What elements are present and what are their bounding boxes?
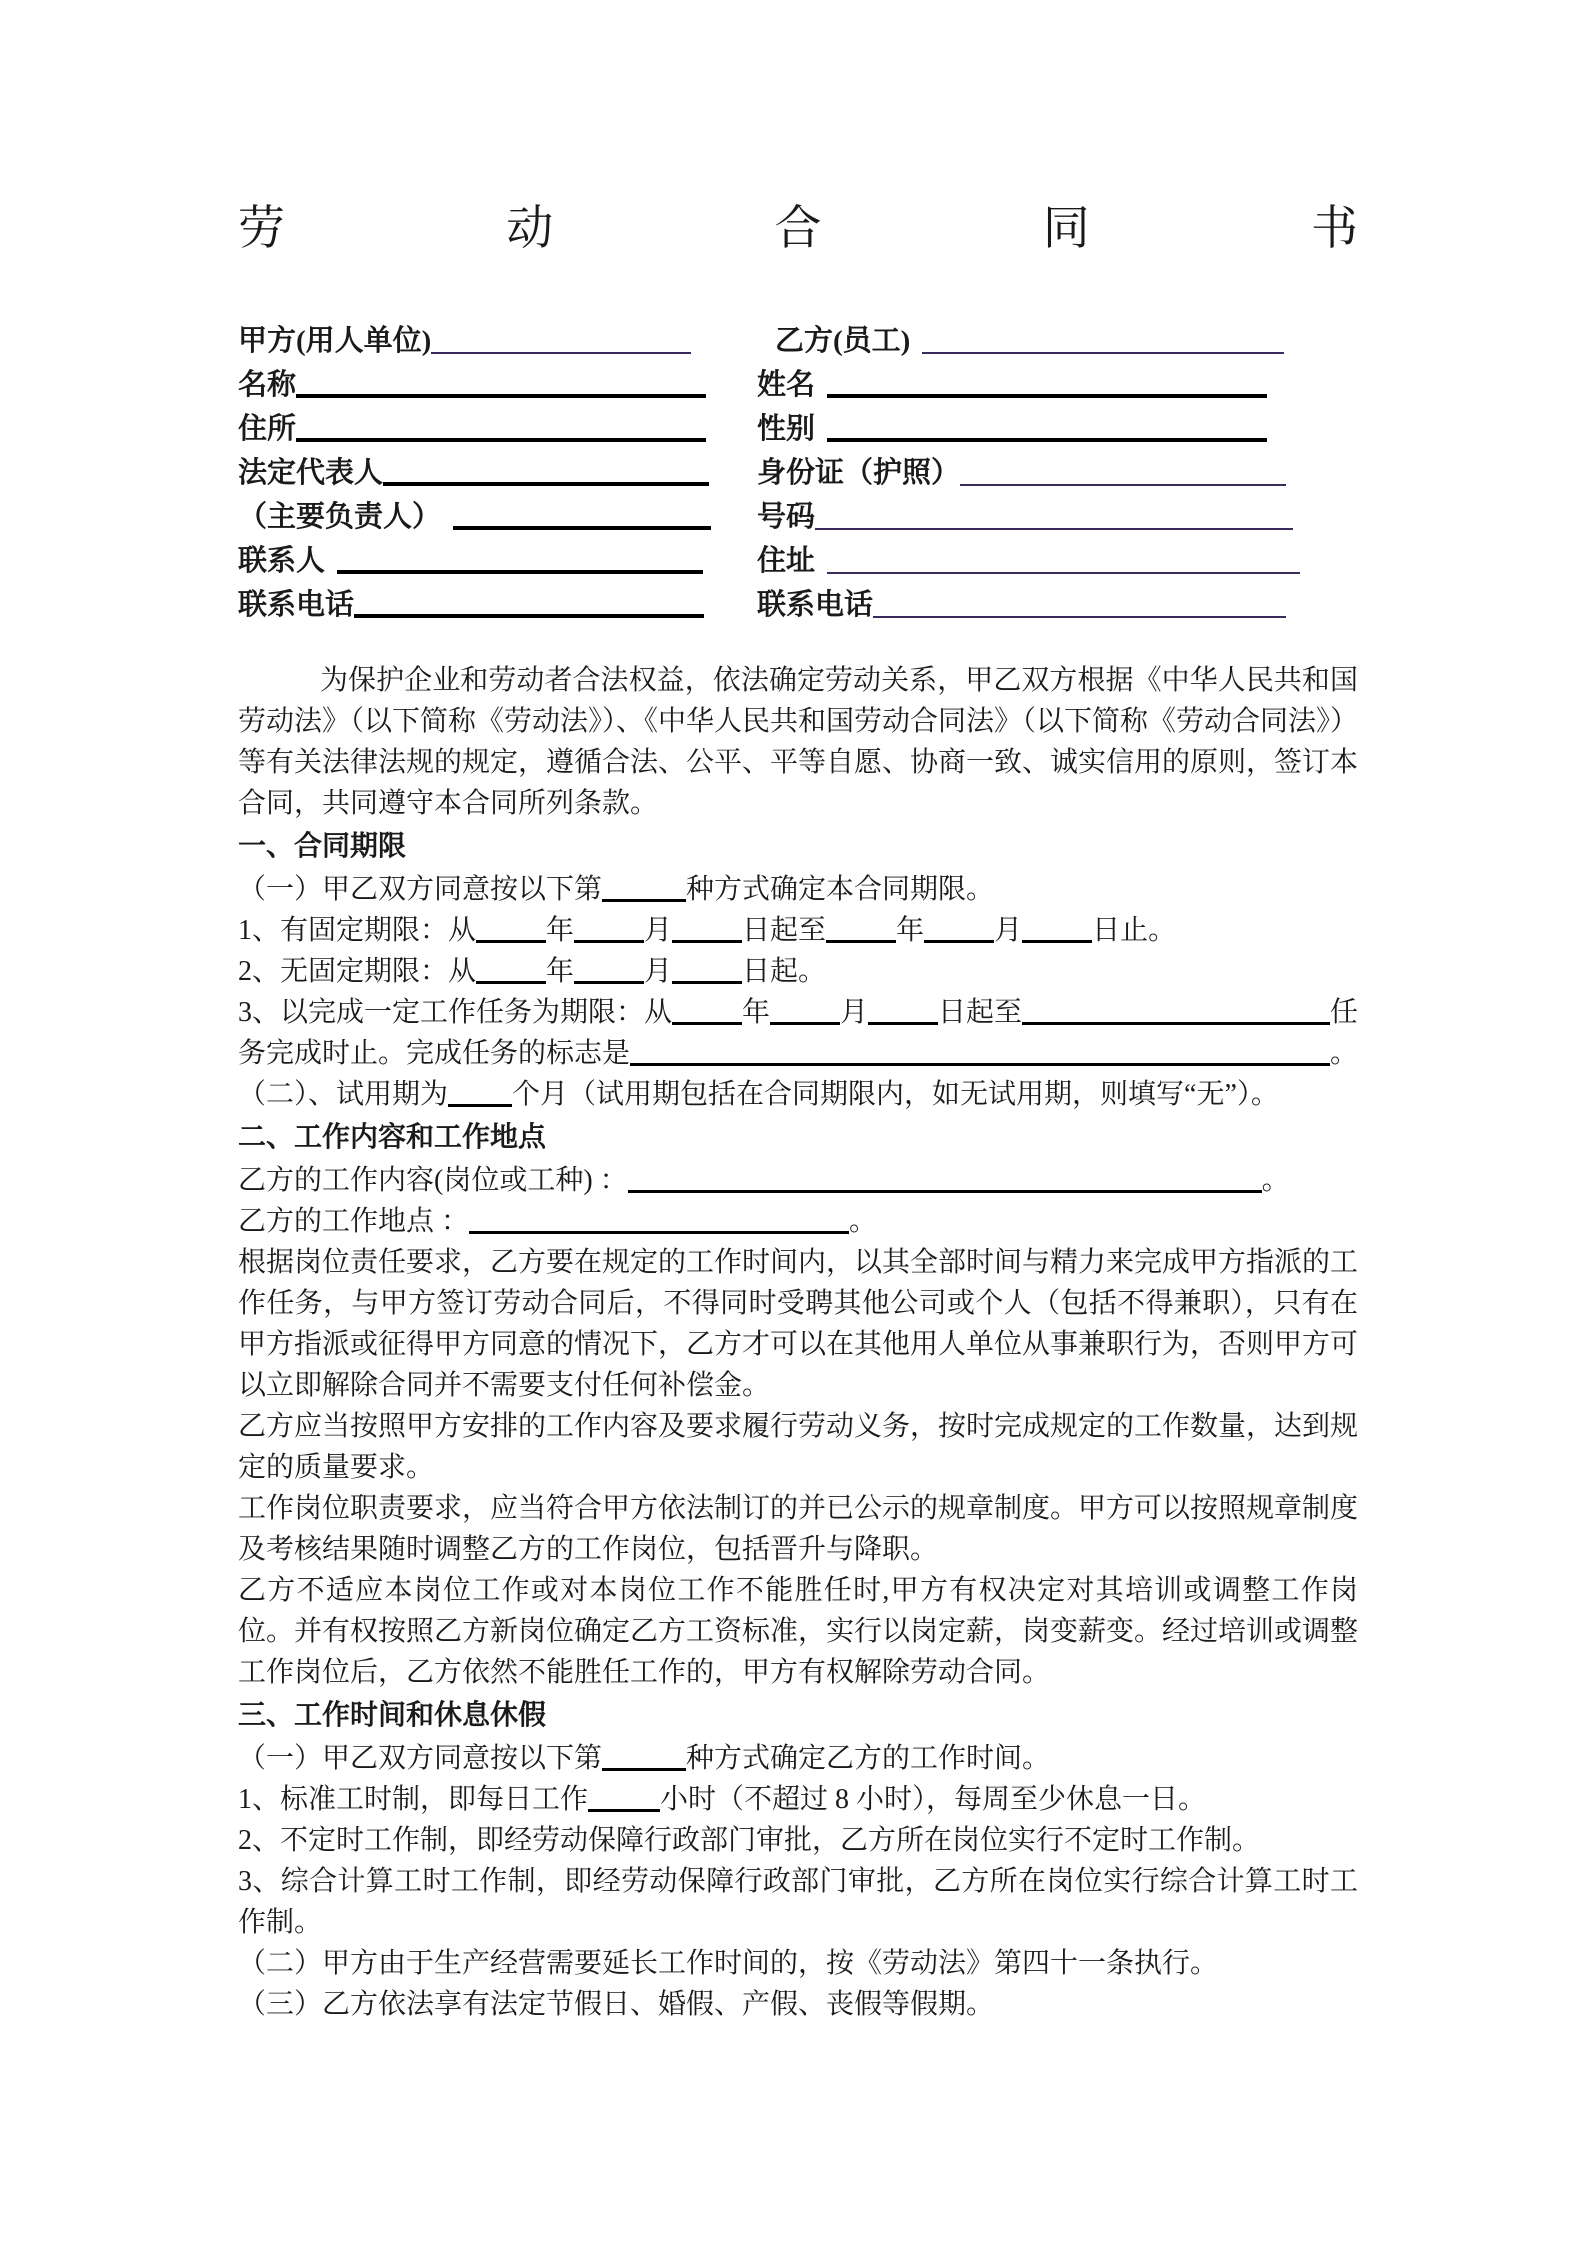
text-line [238,1820,1358,1861]
title-char: 劳 [238,203,285,255]
text-run: 乙方的工作内容(岗位或工种) ： [238,1165,628,1196]
field-label: 联系电话 [757,589,874,621]
fill-in-blank [602,1768,686,1771]
fill-in-blank [815,528,1293,530]
fill-in-blank [383,482,709,486]
form-row [757,494,1358,538]
text-run: 3、以完成一定工作任务为期限：从 [238,997,673,1028]
paragraph: 乙方不适应本岗位工作或对本岗位工作不能胜任时,甲方有权决定对其培训或调整工作岗位。并有权按照乙方新岗位确定乙方工资标准，实行以岗定薪，岗变薪变。经过培训或调整工作岗位后，乙方依然不能胜任工作的，甲方有权解除劳动合同。 [238,1575,1359,1688]
form-row [757,538,1358,582]
field-label: 乙方(员工) [775,325,911,357]
form-row [757,362,1358,406]
fill-in-blank [770,1022,840,1025]
form-row [238,450,757,494]
field-label: 联系电话 [238,589,355,621]
text-run: 年 [896,915,925,946]
fill-in-blank [827,572,1300,574]
section-heading: 三、工作时间和休息休假 [238,1700,547,1731]
text-run: （三）乙方依法享有法定节假日、婚假、产假、丧假等假期。 [238,1989,995,2020]
text-line [238,1033,1358,1074]
fill-in-blank [827,394,1267,398]
text-line [238,1074,1358,1115]
text-run: 年 [742,997,771,1028]
fill-in-blank [924,940,994,943]
text-run: 月 [994,915,1023,946]
text-run: 月 [644,956,673,987]
text-line [238,992,1358,1033]
fill-in-blank [602,899,686,902]
text-run: 年 [546,956,575,987]
fill-in-blank [628,1190,1262,1193]
form-row [238,582,757,626]
paragraph: 乙方应当按照甲方安排的工作内容及要求履行劳动义务，按时完成规定的工作数量，达到规定的质量要求。 [238,1411,1359,1483]
text-run: 2、不定时工作制，即经劳动保障行政部门审批，乙方所在岗位实行不定时工作制。 [238,1825,1261,1856]
fill-in-blank [476,940,546,943]
field-label: （主要负责人） [238,501,442,533]
field-label: 号码 [757,501,816,533]
text-run: 年 [546,915,575,946]
text-run: 种方式确定乙方的工作时间。 [686,1743,1051,1774]
text-line [238,1738,1358,1779]
form-row [238,362,757,406]
fill-in-blank [672,981,742,984]
text-run: 小时（不超过 8 小时），每周至少休息一日。 [660,1784,1207,1815]
form-row [757,406,1358,450]
paragraph: 工作岗位职责要求，应当符合甲方依法制订的并已公示的规章制度。甲方可以按照规章制度及考核结果随时调整乙方的工作岗位，包括晋升与降职。 [238,1493,1359,1565]
field-label: 姓名 [757,369,816,401]
text-run: 1、有固定期限：从 [238,915,477,946]
text-run: （二）甲方由于生产经营需要延长工作时间的，按《劳动法》第四十一条执行。 [238,1948,1219,1979]
paragraph: 为保护企业和劳动者合法权益，依法确定劳动关系，甲乙双方根据《中华人民共和国劳动法》（以下简称《劳动法》）、《中华人民共和国劳动合同法》（以下简称《劳动合同法》）等有关法律法规的规定，遵循合法、公平、平等自愿、协商一致、诚实信用的原则，签订本合同，共同遵守本合同所列条款。 [238,665,1359,819]
fill-in-blank [431,352,691,354]
paragraph: 3、综合计算工时工作制，即经劳动保障行政部门审批，乙方所在岗位实行综合计算工时工作制。 [238,1866,1358,1938]
text-run: 个月（试用期包括在合同期限内，如无试用期，则填写“无”）。 [512,1079,1279,1110]
fill-in-blank [453,526,711,530]
paragraph: 根据岗位责任要求，乙方要在规定的工作时间内，以其全部时间与精力来完成甲方指派的工作任务，与甲方签订劳动合同后，不得同时受聘其他公司或个人（包括不得兼职），只有在甲方指派或征得甲方同意的情况下，乙方才可以在其他用人单位从事兼职行为，否则甲方可以立即解除合同并不需要支付任何补偿金。 [238,1247,1359,1401]
fill-in-blank [630,1063,1330,1066]
fill-in-blank [827,438,1267,442]
fill-in-blank [826,940,896,943]
text-run: （一）甲乙双方同意按以下第 [238,1743,603,1774]
document-body [238,660,1358,2025]
fill-in-blank [672,1022,742,1025]
text-run: 日起。 [742,956,827,987]
fill-in-blank [960,484,1286,486]
form-row [238,538,757,582]
fill-in-blank [922,352,1284,354]
fill-in-blank [574,940,644,943]
text-run: （一）甲乙双方同意按以下第 [238,874,603,905]
text-line [238,1943,1358,1984]
field-label: 名称 [238,369,297,401]
text-run: 日止。 [1092,915,1177,946]
fill-in-blank [476,981,546,984]
fill-in-blank [868,1022,938,1025]
field-label: 甲方(用人单位) [238,325,432,357]
field-label: 身份证（护照） [757,457,961,489]
title-char: 同 [1042,203,1090,255]
form-row [757,582,1358,626]
form-row [757,450,1358,494]
fill-in-blank [574,981,644,984]
fill-in-blank [296,394,706,398]
form-row [238,318,757,362]
fill-in-blank [1022,1022,1330,1025]
form-row [238,494,757,538]
parties-info-form [238,318,1358,626]
text-line [238,1201,1358,1242]
field-label: 住所 [238,413,297,445]
fill-in-blank [296,438,706,442]
fill-in-blank [1022,940,1092,943]
title-char: 动 [506,203,554,255]
text-run: 务完成时止。完成任务的标志是 [238,1038,631,1069]
text-run: 2、无固定期限：从 [238,956,477,987]
document-title [238,202,1358,256]
text-run: 。 [1329,1038,1358,1069]
party-b-column [757,318,1358,626]
text-line [238,1779,1358,1820]
text-run: 月 [644,915,673,946]
title-char: 书 [1311,203,1358,255]
fill-in-blank [354,614,704,618]
fill-in-blank [588,1809,660,1812]
text-line [238,869,1358,910]
text-run: 1、标准工时制，即每日工作 [238,1784,589,1815]
section-heading: 二、工作内容和工作地点 [238,1122,547,1153]
text-run: 种方式确定本合同期限。 [686,874,995,905]
text-run: 日起至 [938,997,1023,1028]
text-line [238,910,1358,951]
field-label: 联系人 [238,545,326,577]
fill-in-blank [672,940,742,943]
text-line [238,1160,1358,1201]
text-run: 日起至 [742,915,827,946]
title-char: 合 [774,203,822,255]
text-line [238,1984,1358,2025]
fill-in-blank [873,616,1286,618]
text-run: 。 [849,1206,878,1237]
fill-in-blank [469,1231,849,1234]
party-a-column [238,318,757,626]
text-run: （二）、试用期为 [238,1079,449,1110]
field-label: 性别 [757,413,816,445]
fill-in-blank [448,1104,512,1107]
text-run: 月 [840,997,869,1028]
text-line [238,951,1358,992]
text-run: 乙方的工作地点 ： [238,1206,470,1237]
text-run: 。 [1261,1165,1290,1196]
form-row [757,318,1358,362]
field-label: 住址 [757,545,816,577]
text-run: 任 [1329,997,1358,1028]
field-label: 法定代表人 [238,457,384,489]
form-row [238,406,757,450]
section-heading: 一、合同期限 [238,831,407,862]
fill-in-blank [337,570,703,574]
